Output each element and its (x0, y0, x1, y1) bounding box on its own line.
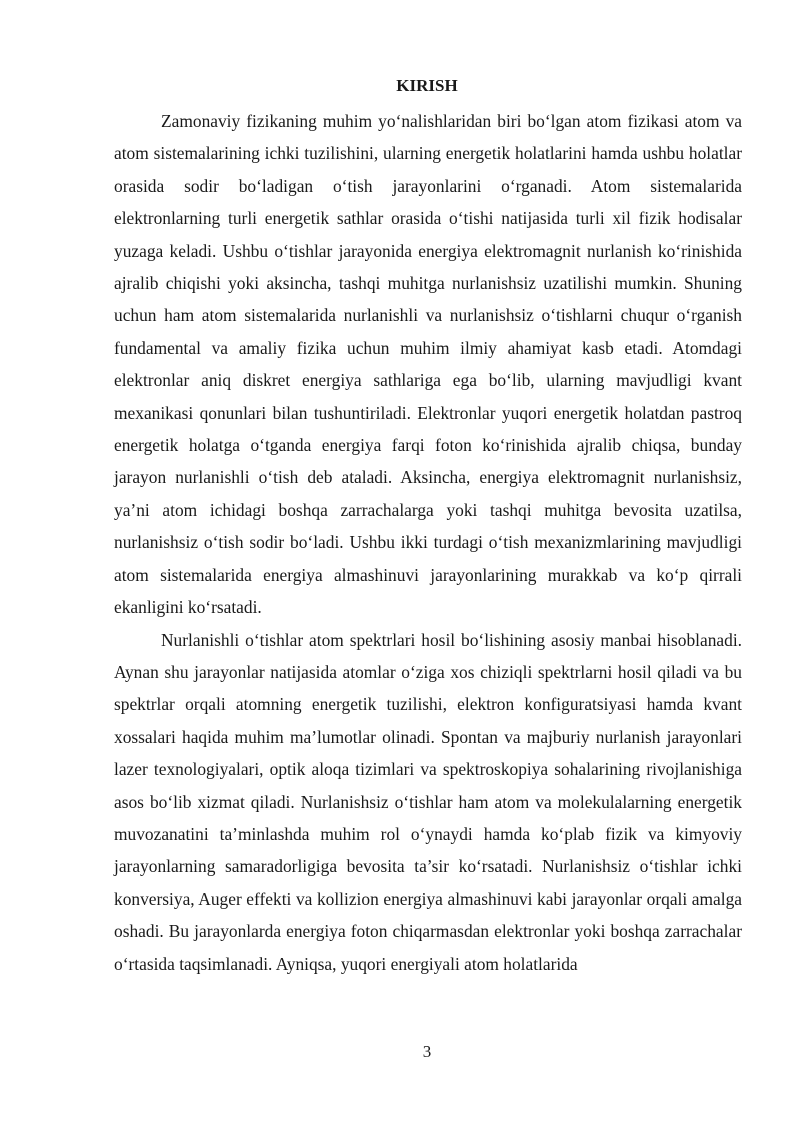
section-heading: KIRISH (396, 76, 458, 95)
body-text (114, 105, 742, 980)
page-number: 3 (422, 1042, 432, 1061)
paragraph-1: Zamonaviy fizikaning muhim yo‘nalishlaridan biri bo‘lgan atom fizikasi atom va atom sistemalarining ichki tuzilishini, ularning energetik holatlarini hamda ushbu holatlar orasida sodir bo‘ladigan o‘tish jarayonlarini o‘rganadi. Atom sistemalarida elektronlarning turli energetik sathlar orasida o‘tishi natijasida turli xil fizik hodisalar yuzaga keladi. Ushbu o‘tishlar jarayonida energiya elektromagnit nurlanish ko‘rinishida ajralib chiqishi yoki aksincha, tashqi muhitga nurlanishsiz uzatilishi mumkin. Shuning uchun ham atom sistemalarida nurlanishli va nurlanishsiz o‘tishlarni chuqur o‘rganish fundamental va amaliy fizika uchun muhim ilmiy ahamiyat kasb etadi. Atomdagi elektronlar aniq diskret energiya sathlariga ega bo‘lib, ularning mavjudligi kvant mexanikasi qonunlari bilan tushuntiriladi. Elektronlar yuqori energetik holatdan pastroq energetik holatga o‘tganda energiya farqi foton ko‘rinishida ajralib chiqsa, bunday jarayon nurlanishli o‘tish deb ataladi. Aksincha, energiya elektromagnit nurlanishsiz, ya’ni atom ichidagi boshqa zarrachalarga yoki tashqi muhitga bevosita uzatilsa, nurlanishsiz o‘tish sodir bo‘ladi. Ushbu ikki turdagi o‘tish mexanizmlarining mavjudligi atom sistemalarida energiya almashinuvi jarayonlarining murakkab va ko‘p qirrali ekanligini ko‘rsatadi. (114, 111, 742, 618)
paragraph-2: Nurlanishli o‘tishlar atom spektrlari hosil bo‘lishining asosiy manbai hisoblanadi. Aynan shu jarayonlar natijasida atomlar o‘ziga xos chiziqli spektrlarni hosil qiladi va bu spektrlar orqali atomning energetik tuzilishi, elektron konfiguratsiyasi hamda kvant xossalari haqida muhim ma’lumotlar olinadi. Spontan va majburiy nurlanish jarayonlari lazer texnologiyalari, optik aloqa tizimlari va spektroskopiya sohalarining rivojlanishiga asos bo‘lib xizmat qiladi. Nurlanishsiz o‘tishlar ham atom va molekulalarning energetik muvozanatini ta’minlashda muhim rol o‘ynaydi hamda ko‘plab fizik va kimyoviy jarayonlarning samaradorligiga bevosita ta’sir ko‘rsatadi. Nurlanishsiz o‘tishlar ichki konversiya, Auger effekti va kollizion energiya almashinuvi kabi jarayonlar orqali amalga oshadi. Bu jarayonlarda energiya foton chiqarmasdan elektronlar yoki boshqa zarrachalar o‘rtasida taqsimlanadi. Ayniqsa, yuqori energiyali atom holatlarida (114, 629, 742, 974)
